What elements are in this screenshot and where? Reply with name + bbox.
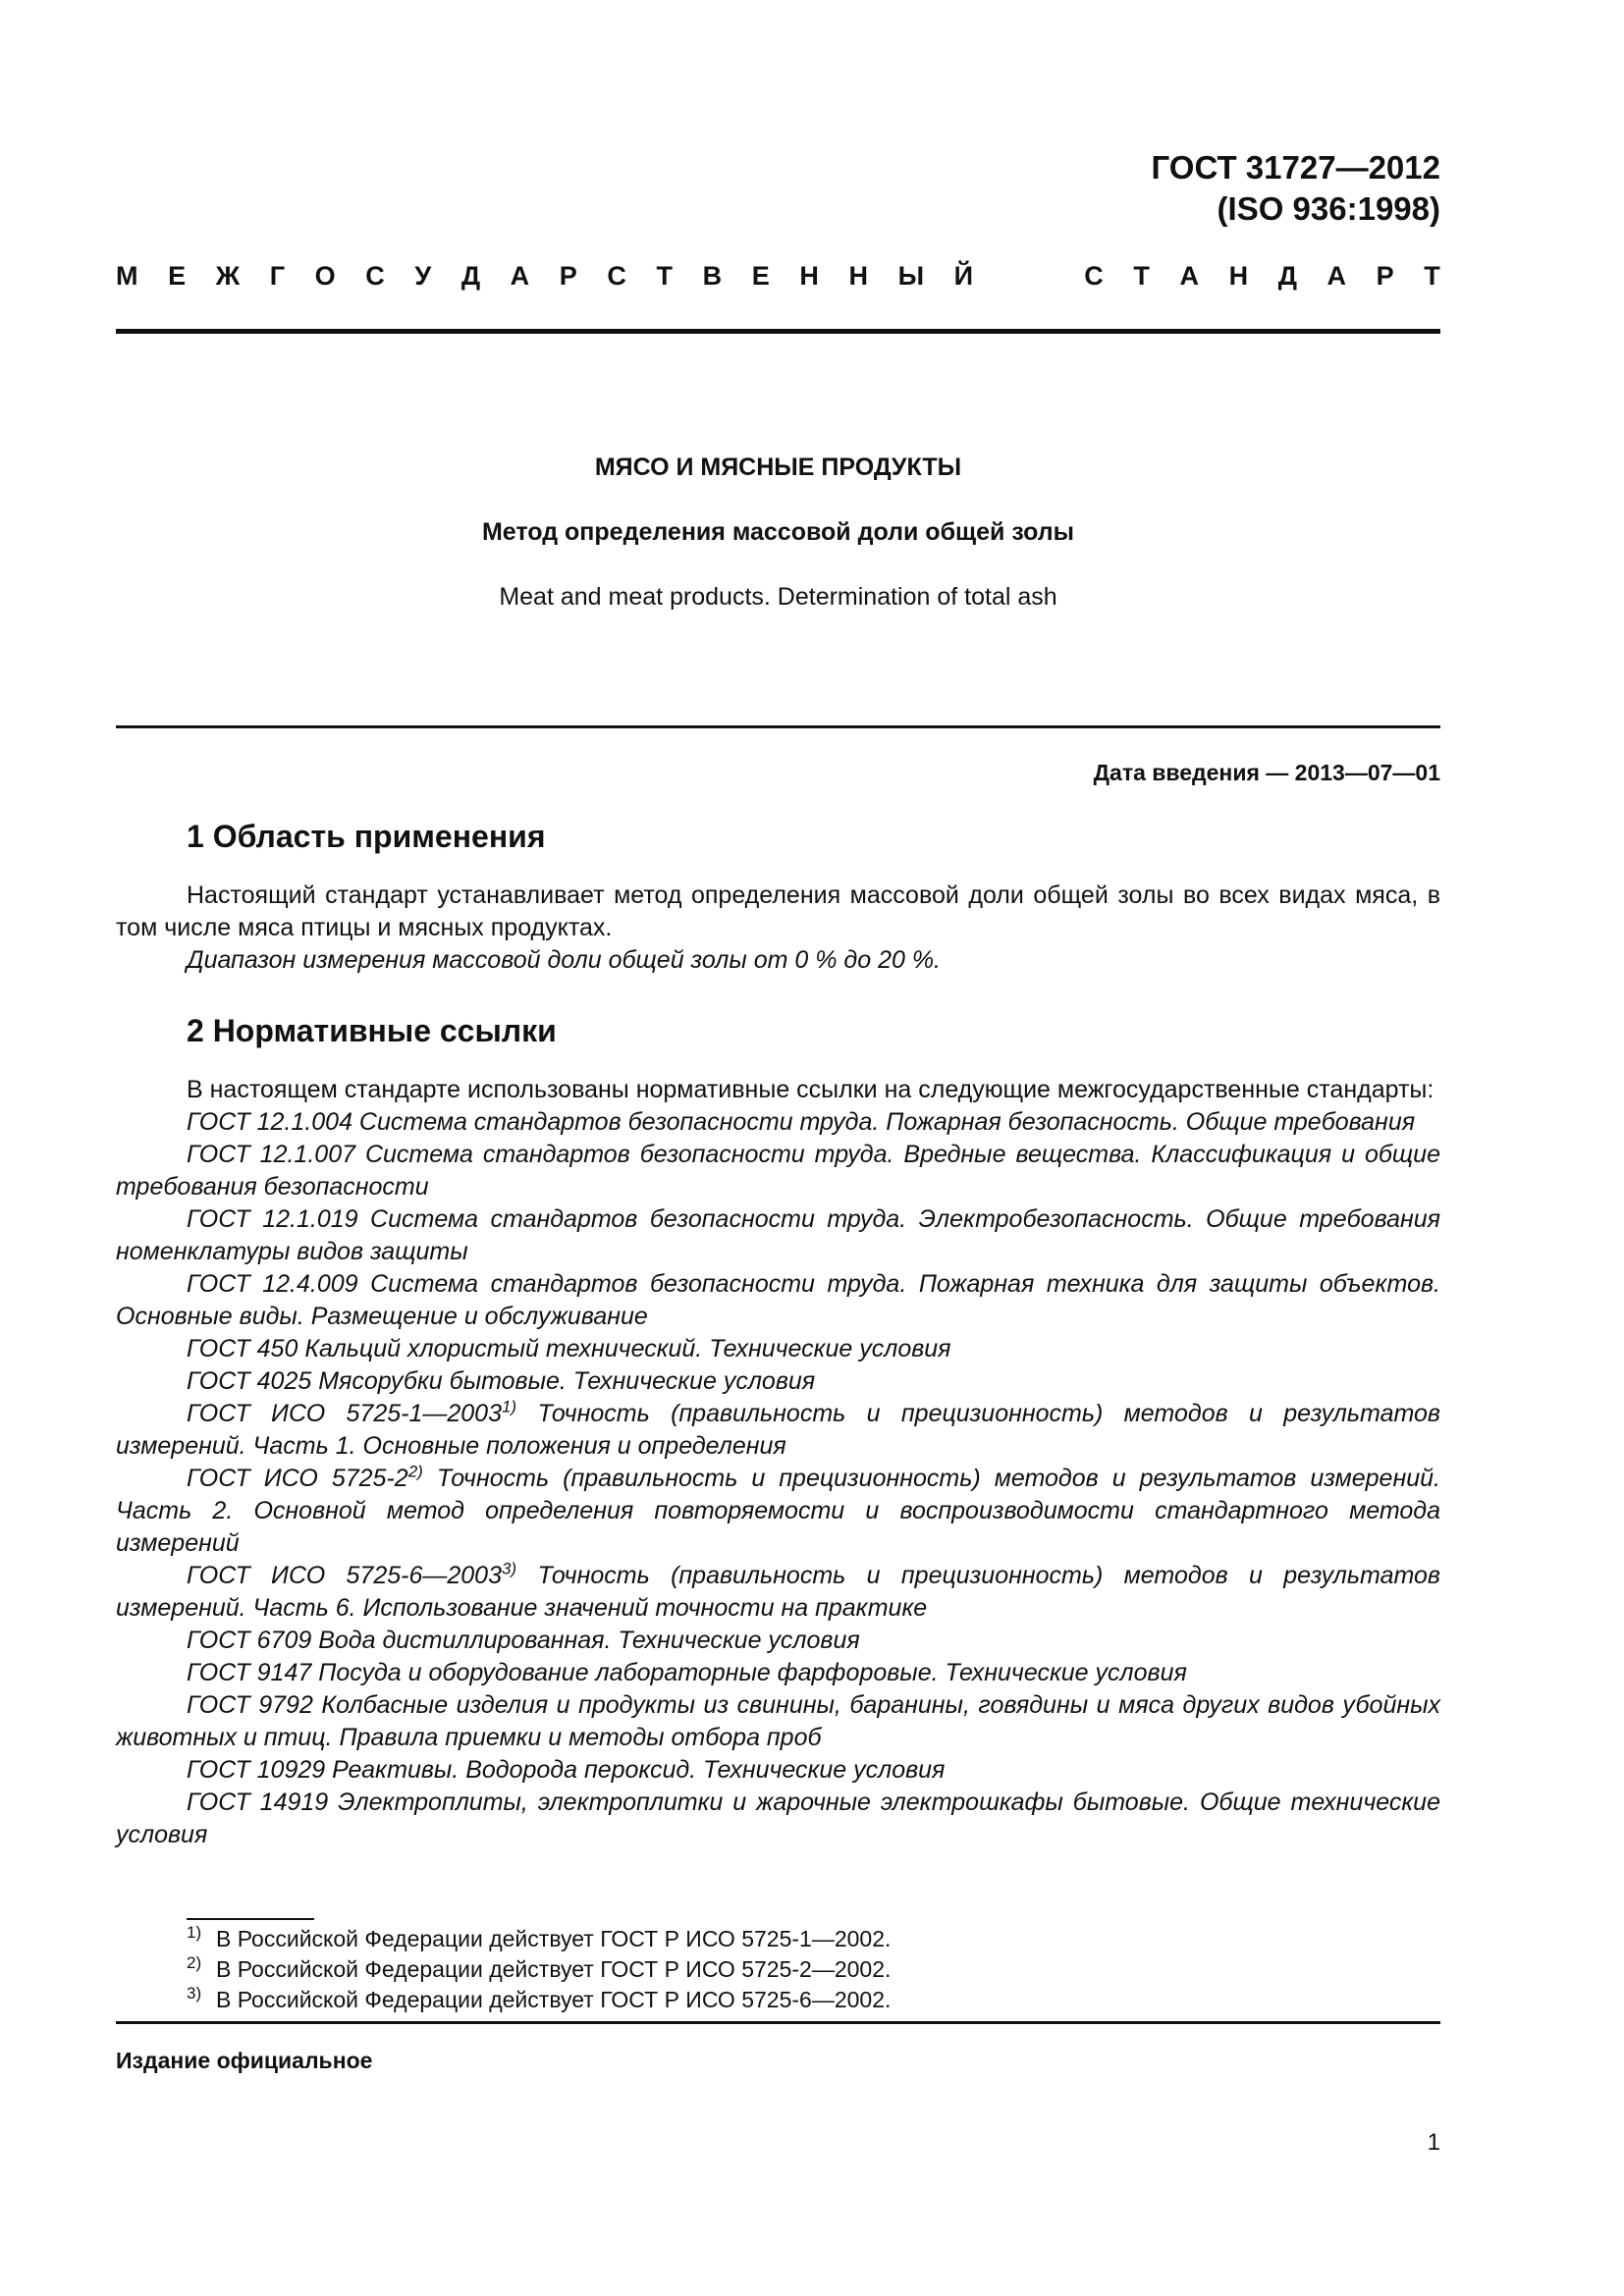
reference-item [116,1333,1440,1365]
interstate-word-letter: Й [953,261,974,291]
interstate-word-letter: Е [168,261,187,291]
reference-text: ГОСТ ИСО 5725-2 [187,1465,408,1492]
page-number: 1 [1427,2129,1440,2156]
references-intro: В настоящем стандарте использованы нормативные ссылки на следующие межгосударственные стандарты: [187,1076,1435,1103]
interstate-word-letter: В [702,261,723,291]
footnote-marker: 3) [501,1559,517,1578]
designation-number: ГОСТ 31727—2012 [1151,149,1440,186]
introduction-date: Дата введения — 2013—07—01 [1093,760,1440,785]
header-rule [116,329,1440,334]
standard-word-letter: А [1326,261,1347,291]
standard-word-letter: Т [1133,261,1150,291]
interstate-word-letter: Е [751,261,770,291]
interstate-word-letter: Р [559,261,577,291]
scope-paragraph: Настоящий стандарт устанавливает метод определения массовой доли общей золы во всех видах мяса, в том числе мяса птицы и мясных продуктах. [116,881,1440,941]
reference-text: ГОСТ 10929 Реактивы. Водорода пероксид. Технические условия [187,1756,946,1784]
reference-item [116,1203,1440,1268]
footnote-number: 1) [187,1923,202,1942]
standard-word-letter: Р [1376,261,1394,291]
interstate-word-letter: С [365,261,385,291]
interstate-word-letter: Ж [215,261,241,291]
footnote-item [187,1924,891,1954]
standard-word-letter: С [1084,261,1104,291]
interstate-word-letter: Ы [897,261,925,291]
footnote-item [187,1954,891,1985]
reference-text: ГОСТ 6709 Вода дистиллированная. Технические условия [187,1627,860,1654]
footnote-number: 2) [187,1953,202,1972]
official-edition-label: Издание официальное [116,2048,373,2073]
standard-word-letter: А [1179,261,1199,291]
interstate-word-letter: А [510,261,530,291]
interstate-word-letter: О [314,261,336,291]
reference-text: ГОСТ 14919 Электроплиты, электроплитки и жарочные электрошкафы бытовые. Общие технические условия [116,1789,1440,1848]
standard-word-letter: Н [1228,261,1249,291]
reference-item [116,1689,1440,1754]
measurement-range-paragraph: Диапазон измерения массовой доли общей золы от 0 % до 20 %. [187,946,941,974]
footnote-number: 3) [187,1984,202,2002]
reference-text: ГОСТ 4025 Мясорубки бытовые. Технические условия [187,1367,816,1395]
reference-text: ГОСТ 12.4.009 Система стандартов безопасности труда. Пожарная техника для защиты объектов. Основные виды. Размещение и обслуживание [116,1270,1440,1330]
document-subtitle: Метод определения массовой доли общей золы [481,518,1075,546]
reference-item [116,1625,1440,1657]
interstate-word-letter: С [607,261,626,291]
iso-reference: (ISO 936:1998) [1217,190,1440,227]
reference-item [116,1398,1440,1463]
section-1-body [116,880,1440,977]
footnote-item [187,1985,891,2015]
reference-text: ГОСТ ИСО 5725-1—2003 [187,1400,502,1427]
footnote-text: В Российской Федерации действует ГОСТ Р ИСО 5725-1—2002. [216,1926,892,1951]
reference-item [116,1754,1440,1787]
interstate-word-letter: Н [799,261,819,291]
standard-word-letter: Т [1424,261,1440,291]
reference-item [116,1139,1440,1203]
standard-word-letter: Д [1277,261,1297,291]
reference-item [116,1560,1440,1625]
standard-designation [1152,147,1440,230]
reference-text: ГОСТ 12.1.007 Система стандартов безопасности труда. Вредные вещества. Классификация и общие требования безопасности [116,1141,1440,1201]
reference-text-continued: Точность (правильность и прецизионность) методов и результатов измерений. Часть 6. Использование значений точности на практике [116,1562,1440,1622]
section-1-heading: 1 Область применения [187,819,546,854]
footer-rule [116,2021,1440,2024]
reference-item [116,1268,1440,1333]
section-2-heading: 2 Нормативные ссылки [187,1013,557,1048]
title-rule [116,725,1440,728]
reference-text: ГОСТ 12.1.019 Система стандартов безопасности труда. Электробезопасность. Общие требования номенклатуры видов защиты [116,1205,1440,1265]
reference-item [116,1657,1440,1689]
footnotes [187,1924,891,2015]
banner-gap [1003,259,1055,293]
interstate-word-letter: Т [656,261,674,291]
english-title: Meat and meat products. Determination of total ash [499,583,1057,611]
document-title: МЯСО И МЯСНЫЕ ПРОДУКТЫ [594,454,962,481]
interstate-word-letter: Н [848,261,868,291]
reference-text: ГОСТ 450 Кальций хлористый технический. Технические условия [187,1335,951,1362]
reference-item [116,1463,1440,1560]
reference-text: ГОСТ ИСО 5725-6—2003 [187,1562,502,1589]
reference-text-continued: Точность (правильность и прецизионность) методов и результатов измерений. Часть 2. Основной метод определения повторяемости и воспроизводимости стандартного метода измерений [116,1465,1440,1557]
interstate-word-letter: У [414,261,432,291]
reference-item [116,1365,1440,1398]
interstate-standard-banner [116,259,1440,293]
section-2-body [116,1074,1440,1851]
reference-text: ГОСТ 9792 Колбасные изделия и продукты из свинины, баранины, говядины и мяса других видов убойных животных и птиц. Правила приемки и методы отбора проб [116,1691,1440,1751]
reference-text: ГОСТ 12.1.004 Система стандартов безопасности труда. Пожарная безопасность. Общие требования [187,1108,1416,1136]
footnote-text: В Российской Федерации действует ГОСТ Р ИСО 5725-6—2002. [216,1987,892,2012]
reference-text: ГОСТ 9147 Посуда и оборудование лабораторные фарфоровые. Технические условия [187,1659,1187,1686]
interstate-word-letter: Д [460,261,481,291]
footnote-marker: 2) [407,1462,423,1481]
reference-item [116,1106,1440,1139]
footnote-marker: 1) [501,1397,517,1416]
interstate-word-letter: М [116,261,138,291]
footnote-text: В Российской Федерации действует ГОСТ Р ИСО 5725-2—2002. [216,1956,892,1982]
interstate-word-letter: Г [269,261,286,291]
reference-item [116,1787,1440,1851]
reference-list [116,1106,1440,1851]
reference-text-continued: Точность (правильность и прецизионность) методов и результатов измерений. Часть 1. Основные положения и определения [116,1400,1440,1460]
